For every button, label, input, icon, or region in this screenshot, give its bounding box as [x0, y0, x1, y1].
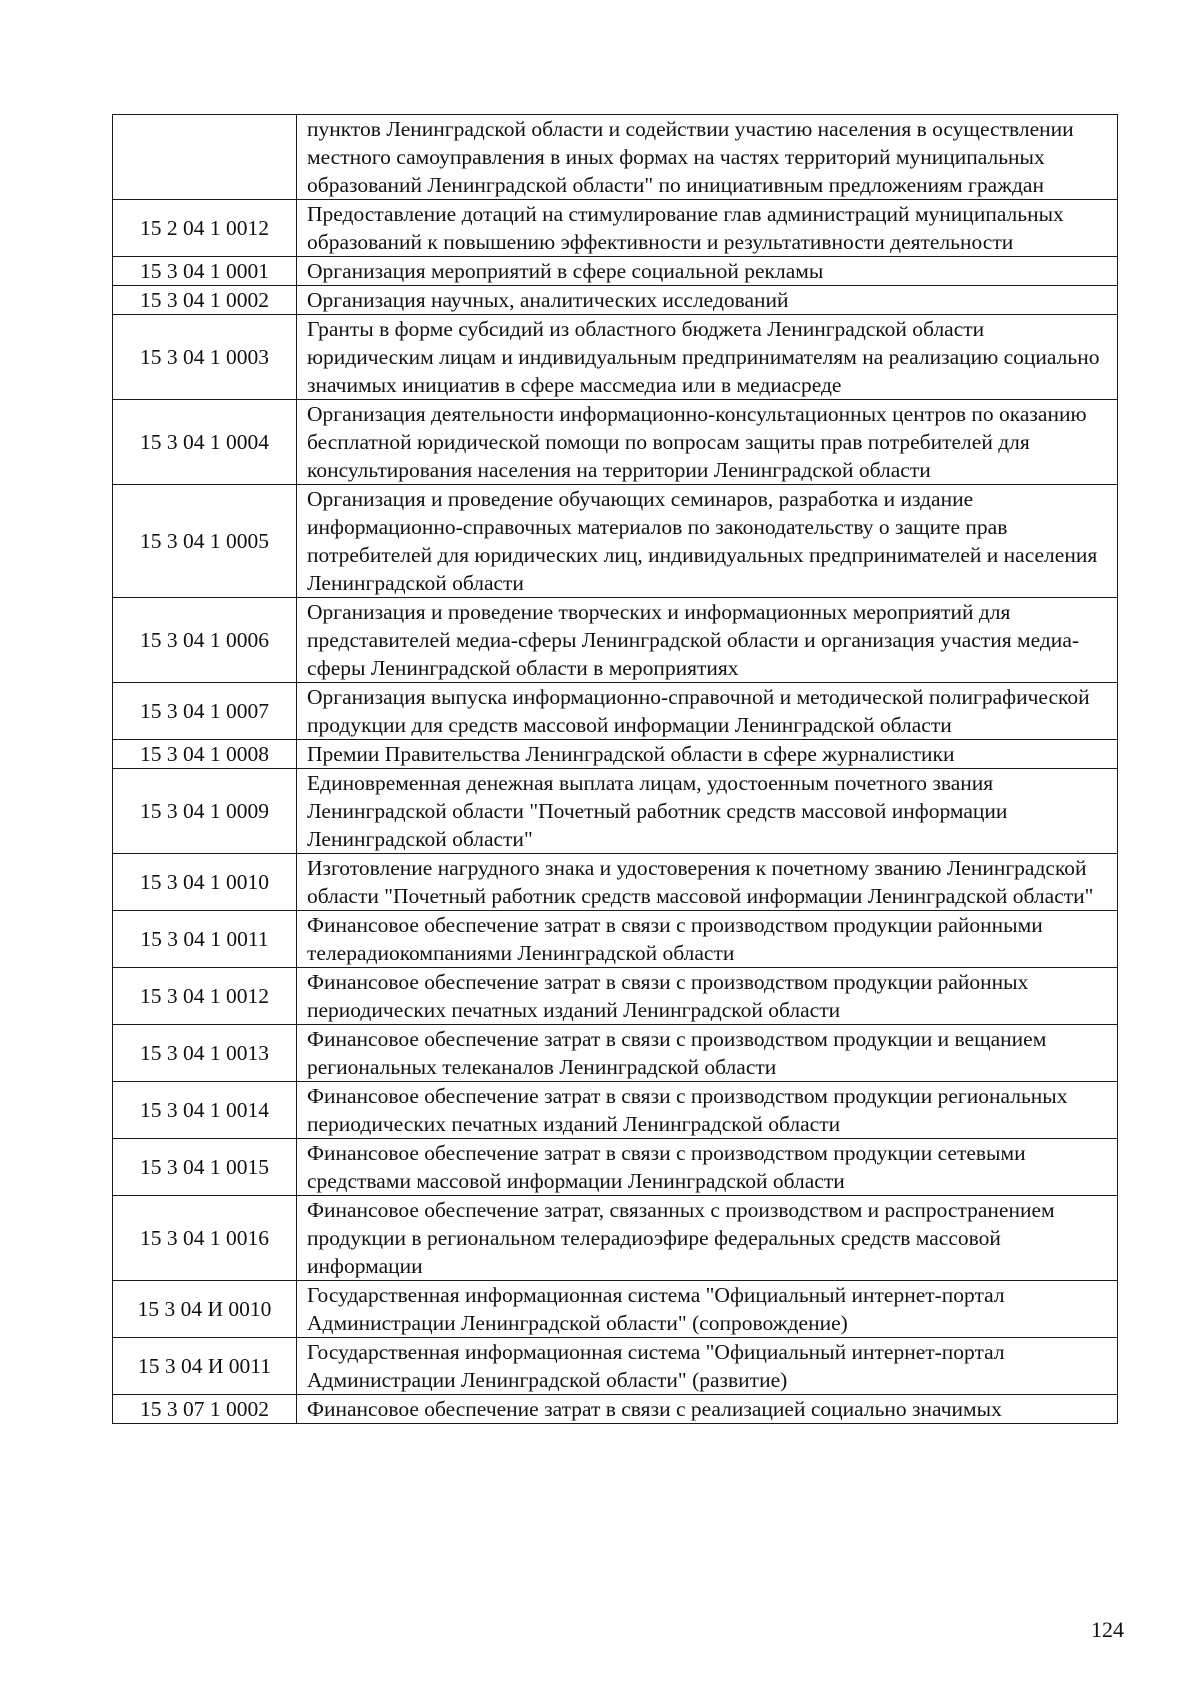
row-description-cell: Организация выпуска информационно-справочной и методической полиграфической продукции для средств массовой информации Ленинградской области	[297, 683, 1118, 740]
table-row	[113, 854, 1118, 911]
row-description-cell: Организация и проведение творческих и информационных мероприятий для представителей медиа-сферы Ленинградской области и организация участия медиа-сферы Ленинградской области в мероприятиях	[297, 598, 1118, 683]
table-row	[113, 1082, 1118, 1139]
row-code-cell: 15 3 04 1 0006	[113, 598, 297, 683]
row-code-cell: 15 3 04 1 0009	[113, 769, 297, 854]
row-code-cell: 15 3 04 1 0016	[113, 1196, 297, 1281]
row-description-cell: Финансовое обеспечение затрат в связи с производством продукции районных периодических печатных изданий Ленинградской области	[297, 968, 1118, 1025]
table-row	[113, 683, 1118, 740]
page-number: 124	[1091, 1617, 1124, 1642]
table-row	[113, 286, 1118, 315]
table-row	[113, 740, 1118, 769]
row-code-cell: 15 3 04 И 0011	[113, 1338, 297, 1395]
row-description-cell: Финансовое обеспечение затрат в связи с производством продукции и вещанием региональных телеканалов Ленинградской области	[297, 1025, 1118, 1082]
table-row	[113, 200, 1118, 257]
table-row	[113, 400, 1118, 485]
row-code-cell: 15 3 04 1 0007	[113, 683, 297, 740]
row-code-cell: 15 3 04 1 0011	[113, 911, 297, 968]
row-code-cell	[113, 115, 297, 200]
row-description-cell: Гранты в форме субсидий из областного бюджета Ленинградской области юридическим лицам и индивидуальным предпринимателям на реализацию социально значимых инициатив в сфере массмедиа или в медиасреде	[297, 315, 1118, 400]
row-code-cell: 15 3 04 1 0014	[113, 1082, 297, 1139]
table-row	[113, 911, 1118, 968]
table-row	[113, 257, 1118, 286]
table-row	[113, 1139, 1118, 1196]
table-row	[113, 968, 1118, 1025]
row-code-cell: 15 3 04 1 0002	[113, 286, 297, 315]
row-code-cell: 15 3 04 1 0015	[113, 1139, 297, 1196]
table-row	[113, 598, 1118, 683]
row-description-cell: Предоставление дотаций на стимулирование глав администраций муниципальных образований к повышению эффективности и результативности деятельности	[297, 200, 1118, 257]
row-description-cell: Организация научных, аналитических исследований	[297, 286, 1118, 315]
row-description-cell: Государственная информационная система "Официальный интернет-портал Администрации Ленинградской области" (сопровождение)	[297, 1281, 1118, 1338]
row-code-cell: 15 2 04 1 0012	[113, 200, 297, 257]
row-code-cell: 15 3 04 1 0008	[113, 740, 297, 769]
row-description-cell: Финансовое обеспечение затрат в связи с производством продукции сетевыми средствами массовой информации Ленинградской области	[297, 1139, 1118, 1196]
budget-code-table	[112, 114, 1118, 1424]
table-row	[113, 1025, 1118, 1082]
row-description-cell: пунктов Ленинградской области и содействии участию населения в осуществлении местного самоуправления в иных формах на частях территорий муниципальных образований Ленинградской области" по инициативным предложениям граждан	[297, 115, 1118, 200]
row-code-cell: 15 3 04 1 0004	[113, 400, 297, 485]
row-description-cell: Единовременная денежная выплата лицам, удостоенным почетного звания Ленинградской области "Почетный работник средств массовой информации Ленинградской области"	[297, 769, 1118, 854]
row-description-cell: Финансовое обеспечение затрат, связанных с производством и распространением продукции в региональном телерадиоэфире федеральных средств массовой информации	[297, 1196, 1118, 1281]
row-code-cell: 15 3 07 1 0002	[113, 1395, 297, 1424]
row-description-cell: Финансовое обеспечение затрат в связи с производством продукции региональных периодических печатных изданий Ленинградской области	[297, 1082, 1118, 1139]
table-row	[113, 1196, 1118, 1281]
table-row	[113, 769, 1118, 854]
row-code-cell: 15 3 04 1 0010	[113, 854, 297, 911]
table-body	[113, 115, 1118, 1424]
table-row	[113, 1338, 1118, 1395]
row-code-cell: 15 3 04 1 0003	[113, 315, 297, 400]
row-description-cell: Организация мероприятий в сфере социальной рекламы	[297, 257, 1118, 286]
row-code-cell: 15 3 04 1 0012	[113, 968, 297, 1025]
row-description-cell: Государственная информационная система "Официальный интернет-портал Администрации Ленинградской области" (развитие)	[297, 1338, 1118, 1395]
table-row	[113, 315, 1118, 400]
row-description-cell: Организация и проведение обучающих семинаров, разработка и издание информационно-справочных материалов по законодательству о защите прав потребителей для юридических лиц, индивидуальных предпринимателей и населения Ленинградской области	[297, 485, 1118, 598]
row-description-cell: Финансовое обеспечение затрат в связи с реализацией социально значимых	[297, 1395, 1118, 1424]
row-description-cell: Финансовое обеспечение затрат в связи с производством продукции районными телерадиокомпаниями Ленинградской области	[297, 911, 1118, 968]
row-description-cell: Премии Правительства Ленинградской области в сфере журналистики	[297, 740, 1118, 769]
row-code-cell: 15 3 04 И 0010	[113, 1281, 297, 1338]
row-description-cell: Изготовление нагрудного знака и удостоверения к почетному званию Ленинградской области "Почетный работник средств массовой информации Ленинградской области"	[297, 854, 1118, 911]
table-row	[113, 115, 1118, 200]
row-code-cell: 15 3 04 1 0001	[113, 257, 297, 286]
table-row	[113, 1395, 1118, 1424]
row-description-cell: Организация деятельности информационно-консультационных центров по оказанию бесплатной юридической помощи по вопросам защиты прав потребителей для консультирования населения на территории Ленинградской области	[297, 400, 1118, 485]
row-code-cell: 15 3 04 1 0013	[113, 1025, 297, 1082]
table-row	[113, 485, 1118, 598]
table-row	[113, 1281, 1118, 1338]
row-code-cell: 15 3 04 1 0005	[113, 485, 297, 598]
